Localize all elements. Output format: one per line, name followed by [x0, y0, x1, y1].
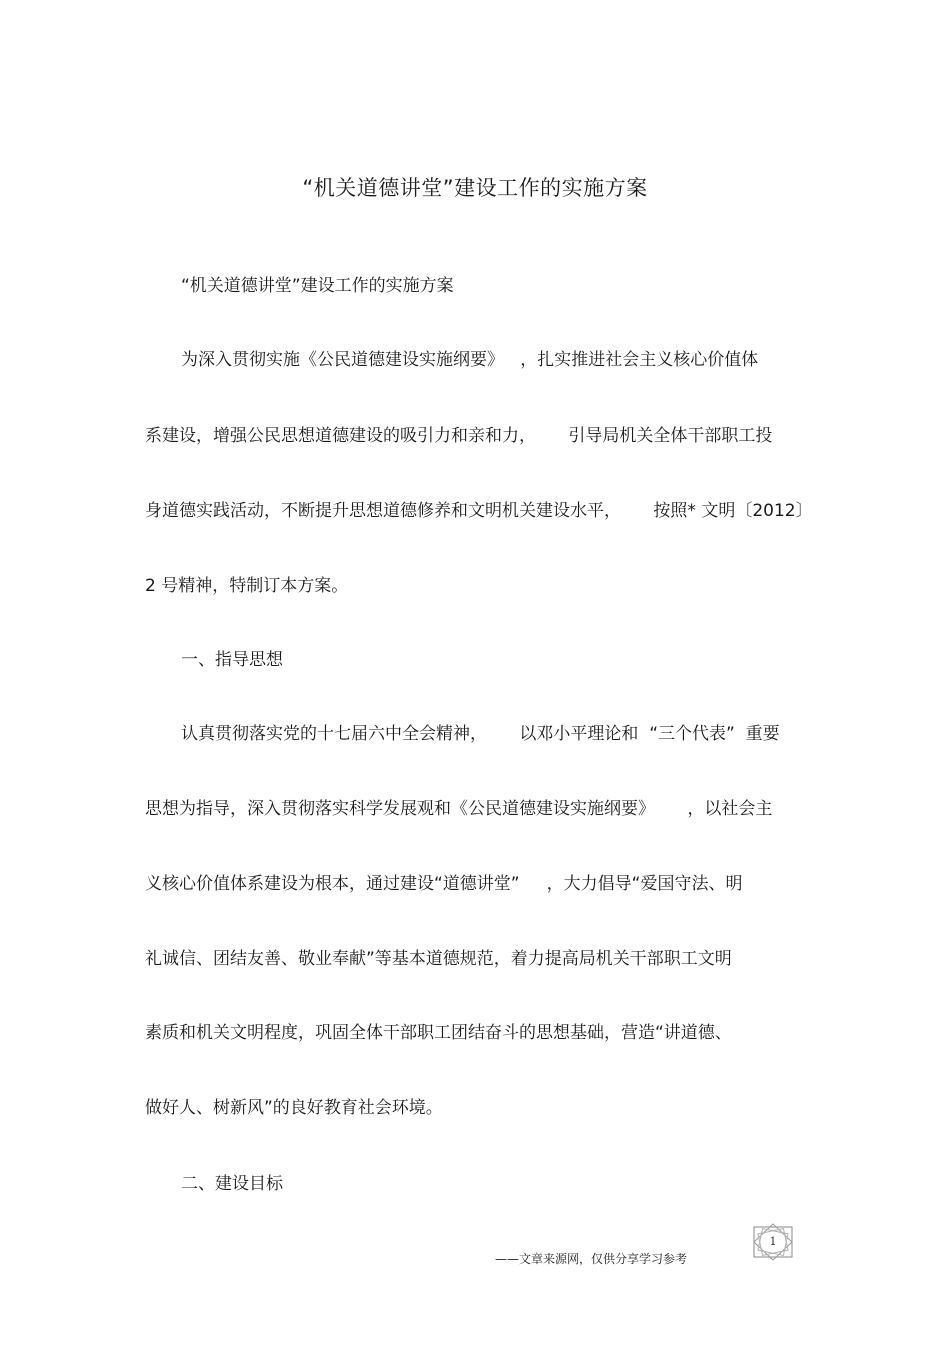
paragraph-line: 系建设，增强公民思想道德建设的吸引力和亲和力， 引导局机关全体干部职工投 [145, 426, 773, 446]
section-heading: 一、指导思想 [181, 650, 283, 670]
paragraph-line: 思想为指导，深入贯彻落实科学发展观和《公民道德建设实施纲要》 ，以社会主 [145, 799, 773, 819]
paragraph-line: 2 号精神，特制订本方案。 [145, 576, 349, 596]
footer-source-note: ——文章来源网，仅供分享学习参考 [495, 1252, 688, 1266]
paragraph-line: 礼诚信、团结友善、敬业奉献”等基本道德规范，着力提高局机关干部职工文明 [145, 949, 732, 969]
paragraph-line: 义核心价值体系建设为根本，通过建设“道德讲堂” ，大力倡导“爱国守法、明 [145, 874, 743, 894]
paragraph-line: 认真贯彻落实党的十七届六中全会精神， 以邓小平理论和 “三个代表” 重要 [181, 724, 780, 744]
page-number-badge [750, 1222, 796, 1262]
paragraph-line: 身道德实践活动，不断提升思想道德修养和文明机关建设水平， 按照* 文明〔2012〕 [145, 501, 813, 521]
page-number: 1 [769, 1235, 777, 1248]
subtitle-line: “机关道德讲堂”建设工作的实施方案 [181, 276, 454, 296]
paragraph-line: 素质和机关文明程度，巩固全体干部职工团结奋斗的思想基础，营造“讲道德、 [145, 1023, 732, 1043]
section-heading: 二、建设目标 [181, 1174, 283, 1194]
paragraph-line: 为深入贯彻实施《公民道德建设实施纲要》 ，扎实推进社会主义核心价值体 [181, 350, 759, 370]
paragraph-line: 做好人、树新风”的良好教育社会环境。 [145, 1098, 443, 1118]
document-title: “机关道德讲堂”建设工作的实施方案 [302, 176, 648, 200]
